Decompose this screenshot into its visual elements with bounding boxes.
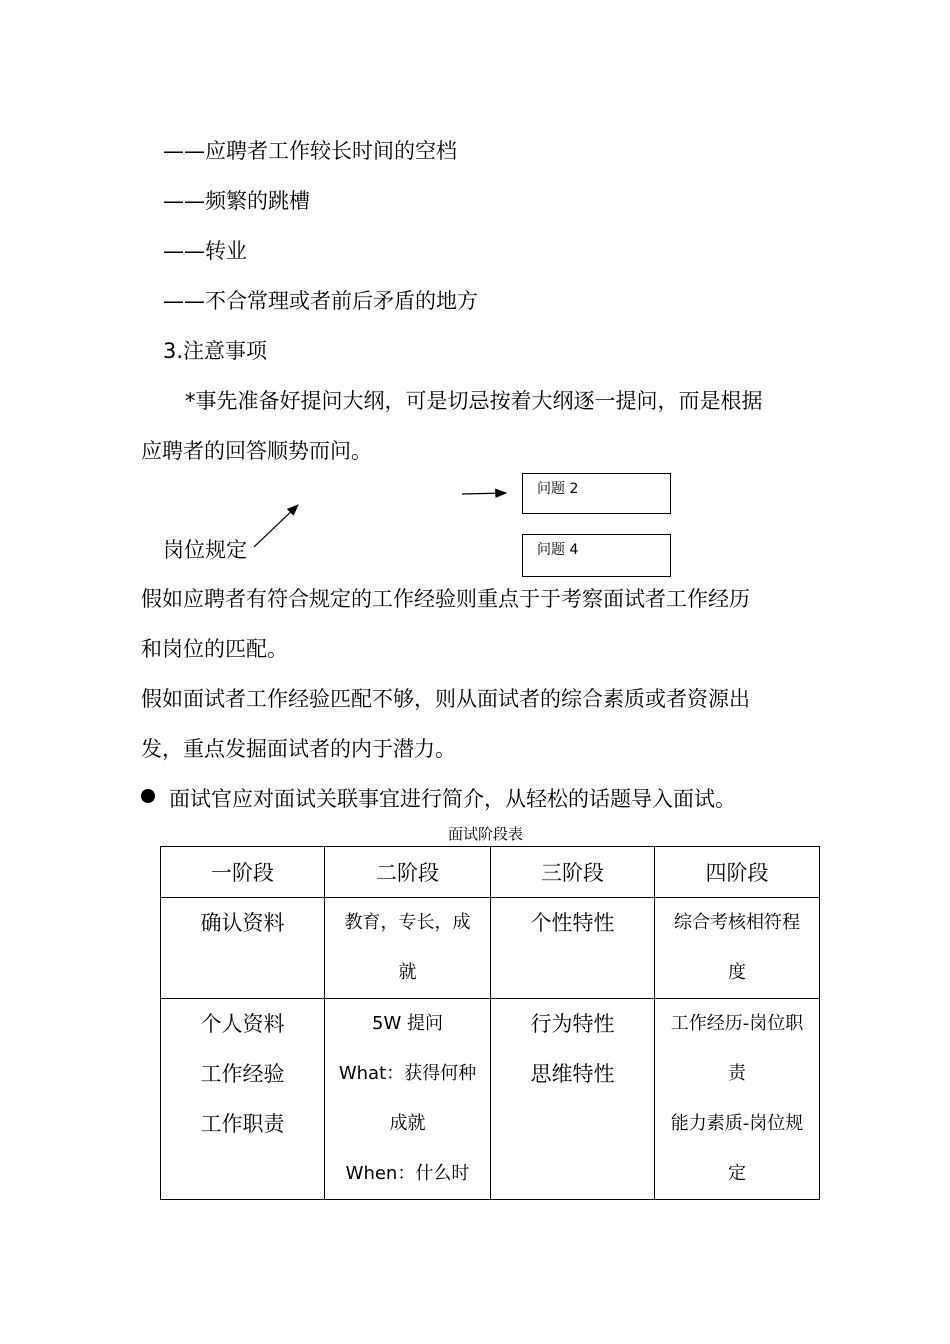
cell-line: 确认资料 <box>200 911 285 935</box>
cell-line: 综合考核相符程 <box>674 912 800 933</box>
bullet-text: 面试官应对面试关联事宜进行简介，从轻松的话题导入面试。 <box>169 787 736 811</box>
cell-line: What：获得何种 <box>338 1063 477 1084</box>
table-header-row <box>161 847 820 898</box>
question-box-4: 问题 4 <box>522 534 671 577</box>
cell-line: 定 <box>728 1163 746 1184</box>
paragraph-line: 假如面试者工作经验匹配不够，则从面试者的综合素质或者资源出 <box>141 687 750 711</box>
table-cell <box>325 999 491 1200</box>
paragraph-line: 假如应聘者有符合规定的工作经验则重点于于考察面试者工作经历 <box>141 587 750 611</box>
dash-item: ——频繁的跳槽 <box>163 189 310 213</box>
arrow-diagonal <box>254 505 298 547</box>
table-cell <box>161 898 325 999</box>
paragraph-line: *事先准备好提问大纲，可是切忌按着大纲逐一提问，而是根据 <box>185 389 763 413</box>
arrow-right <box>462 493 506 494</box>
paragraph-line: 和岗位的匹配。 <box>141 637 288 661</box>
paragraph-line: 发，重点发掘面试者的内于潜力。 <box>141 737 456 761</box>
table-header-cell: 四阶段 <box>655 847 820 898</box>
diagram-arrows <box>0 470 950 590</box>
diagram-label: 岗位规定 <box>163 538 247 562</box>
table-header-cell: 三阶段 <box>491 847 655 898</box>
cell-line: 个人资料 <box>200 1012 285 1036</box>
dash-item: ——转业 <box>163 239 247 263</box>
cell-line: 度 <box>728 962 746 983</box>
table-caption: 面试阶段表 <box>448 825 524 843</box>
cell-line: 工作经验 <box>200 1062 285 1086</box>
phase-table <box>160 846 820 1200</box>
table-cell <box>655 999 820 1200</box>
dash-item: ——应聘者工作较长时间的空档 <box>163 139 457 163</box>
cell-line: 工作经历-岗位职 <box>670 1013 804 1034</box>
table-row <box>161 898 820 999</box>
cell-line: 能力素质-岗位规 <box>670 1113 804 1134</box>
cell-line: 就 <box>398 962 417 983</box>
cell-line: 工作职责 <box>200 1112 285 1136</box>
cell-line: 教育，专长，成 <box>344 912 471 933</box>
table-row <box>161 999 820 1200</box>
table-cell <box>161 999 325 1200</box>
section-heading: 3.注意事项 <box>163 339 268 363</box>
cell-line: 责 <box>728 1063 746 1084</box>
table-cell <box>491 898 655 999</box>
cell-line: 5W 提问 <box>372 1013 443 1034</box>
table-cell <box>655 898 820 999</box>
cell-line: 成就 <box>389 1113 426 1134</box>
cell-line: When：什么时 <box>345 1163 470 1184</box>
dash-item: ——不合常理或者前后矛盾的地方 <box>163 289 478 313</box>
cell-line: 思维特性 <box>530 1062 615 1086</box>
table-cell <box>325 898 491 999</box>
paragraph-line: 应聘者的回答顺势而问。 <box>141 439 372 463</box>
table-cell <box>491 999 655 1200</box>
question-box-2: 问题 2 <box>522 473 671 514</box>
cell-line: 个性特性 <box>530 911 615 935</box>
bullet-icon <box>141 789 155 803</box>
table-header-cell: 二阶段 <box>325 847 491 898</box>
table-header-cell: 一阶段 <box>161 847 325 898</box>
cell-line: 行为特性 <box>530 1012 615 1036</box>
